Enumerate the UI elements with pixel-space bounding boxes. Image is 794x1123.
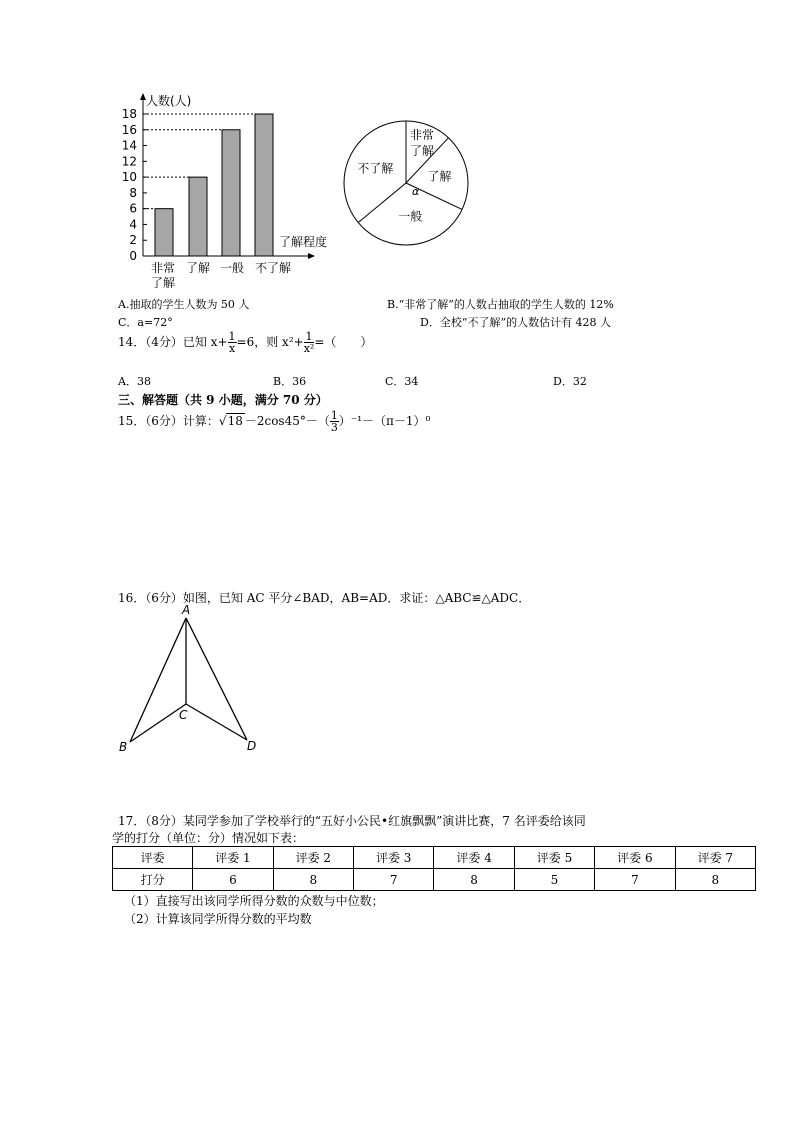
q15-radicand: 18: [227, 414, 243, 428]
label-d: D: [247, 739, 257, 753]
table-cell: 7: [354, 869, 434, 891]
score-table: [112, 846, 756, 891]
y-tick-label: 0: [129, 249, 137, 263]
x-axis-title: 了解程度: [279, 235, 328, 249]
q15-fraction: [330, 410, 339, 433]
bar-3: [222, 130, 240, 256]
pie-label-3: 一般: [398, 209, 423, 224]
sqrt-sign: √: [218, 414, 227, 428]
y-tick-label: 16: [121, 122, 137, 137]
x-axis-arrow: [308, 253, 315, 259]
label-b: B: [119, 740, 128, 754]
q15-frac-num: 1: [330, 409, 338, 422]
q14-fraction-1: [228, 331, 237, 354]
pie-label-2: 了解: [427, 169, 452, 184]
table-cell: 8: [273, 869, 353, 891]
q15-suffix: ）⁻¹－（π－1）⁰: [338, 414, 431, 428]
bar-chart: [105, 88, 345, 288]
y-tick-label: 8: [129, 185, 137, 200]
y-tick-label: 12: [121, 154, 137, 169]
q14-fraction-2: [304, 331, 315, 354]
y-tick-label: 18: [121, 107, 137, 121]
q13-option-d: D．全校“不了解”的人数估计有 428 人: [420, 316, 612, 329]
table-cell: 6: [193, 869, 273, 891]
x-label-not-know: 不了解: [254, 261, 292, 275]
q14-option-b: B．36: [273, 375, 307, 388]
pie-label-very-know: 非常: [410, 128, 435, 142]
q15-stem: [118, 410, 430, 433]
table-cell: 8: [675, 869, 755, 891]
q14-frac2-num: 1: [305, 330, 313, 343]
q17-line-2: 学的打分（单位：分）情况如下表：: [112, 831, 305, 845]
q13-option-c: C．a=72°: [118, 316, 173, 329]
table-cell: 评委 2: [273, 847, 353, 869]
y-tick-label: 6: [129, 201, 137, 216]
table-cell: 评委 1: [193, 847, 273, 869]
q14-option-d: D．32: [553, 375, 587, 388]
table-header-row: [113, 847, 756, 869]
table-cell: 评委: [113, 847, 193, 869]
label-a: A: [182, 603, 191, 617]
pie-chart: [340, 118, 475, 248]
table-cell: 评委 4: [434, 847, 514, 869]
q16-stem: 16．（6分）如图，已知 AC 平分∠BAD，AB=AD．求证：△ABC≌△ADC．: [118, 591, 531, 605]
q17-sub-2: （2）计算该同学所得分数的平均数: [124, 912, 312, 926]
q13-option-a: A.抽取的学生人数为 50 人: [118, 298, 250, 311]
x-label-know: 了解: [185, 261, 211, 275]
q13-option-b: B.“非常了解”的人数占抽取的学生人数的 12%: [387, 298, 614, 311]
y-tick-label: 4: [129, 217, 137, 232]
table-cell: 评委 5: [514, 847, 594, 869]
table-cell: 7: [595, 869, 675, 891]
bar-2: [189, 177, 207, 256]
table-cell: 8: [434, 869, 514, 891]
q14-stem: [118, 331, 372, 354]
table-cell: 5: [514, 869, 594, 891]
y-tick-label: 10: [121, 170, 137, 185]
q14-prefix: 14．（4分）已知 x+: [118, 335, 228, 349]
x-label-very-know: 非常: [151, 261, 176, 275]
q14-suffix: =（ ）: [314, 335, 373, 349]
x-label-average: 一般: [219, 261, 245, 275]
y-axis-title: 人数(人): [146, 94, 192, 108]
q14-frac2-den: x²: [303, 342, 315, 355]
q14-frac1-num: 1: [228, 330, 236, 343]
table-row: [113, 869, 756, 891]
y-tick-label: 2: [129, 233, 137, 248]
q14-option-c: C．34: [385, 375, 419, 388]
pie-angle-label: α: [412, 185, 420, 198]
pie-label-4: 不了解: [357, 161, 394, 176]
q17-sub-1: （1）直接写出该同学所得分数的众数与中位数；: [124, 894, 384, 908]
table-cell: 评委 7: [675, 847, 755, 869]
bar-4: [255, 114, 273, 256]
q15-middle: －2cos45°－（: [244, 414, 330, 428]
q14-option-a: A．38: [118, 375, 151, 388]
triangle-figure: [110, 600, 270, 760]
q14-mid: =6，则 x²+: [236, 335, 304, 349]
y-tick-label: 14: [121, 138, 137, 153]
table-cell: 评委 3: [354, 847, 434, 869]
q15-prefix: 15．（6分）计算：: [118, 414, 219, 428]
bar-1: [155, 209, 173, 256]
q15-frac-den: 3: [330, 421, 338, 434]
x-label-very-know-2: 了解: [151, 276, 176, 288]
q17-line-1: 17．（8分）某同学参加了学校举行的“五好小公民•红旗飘飘”演讲比赛，7 名评委给该同: [118, 814, 586, 828]
label-c: C: [179, 708, 188, 722]
table-cell: 评委 6: [595, 847, 675, 869]
pie-label-very-know-2: 了解: [410, 144, 435, 158]
section-title: 三、解答题（共 9 小题，满分 70 分）: [118, 393, 328, 407]
q14-frac1-den: x: [228, 342, 236, 355]
table-cell: 打分: [113, 869, 193, 891]
